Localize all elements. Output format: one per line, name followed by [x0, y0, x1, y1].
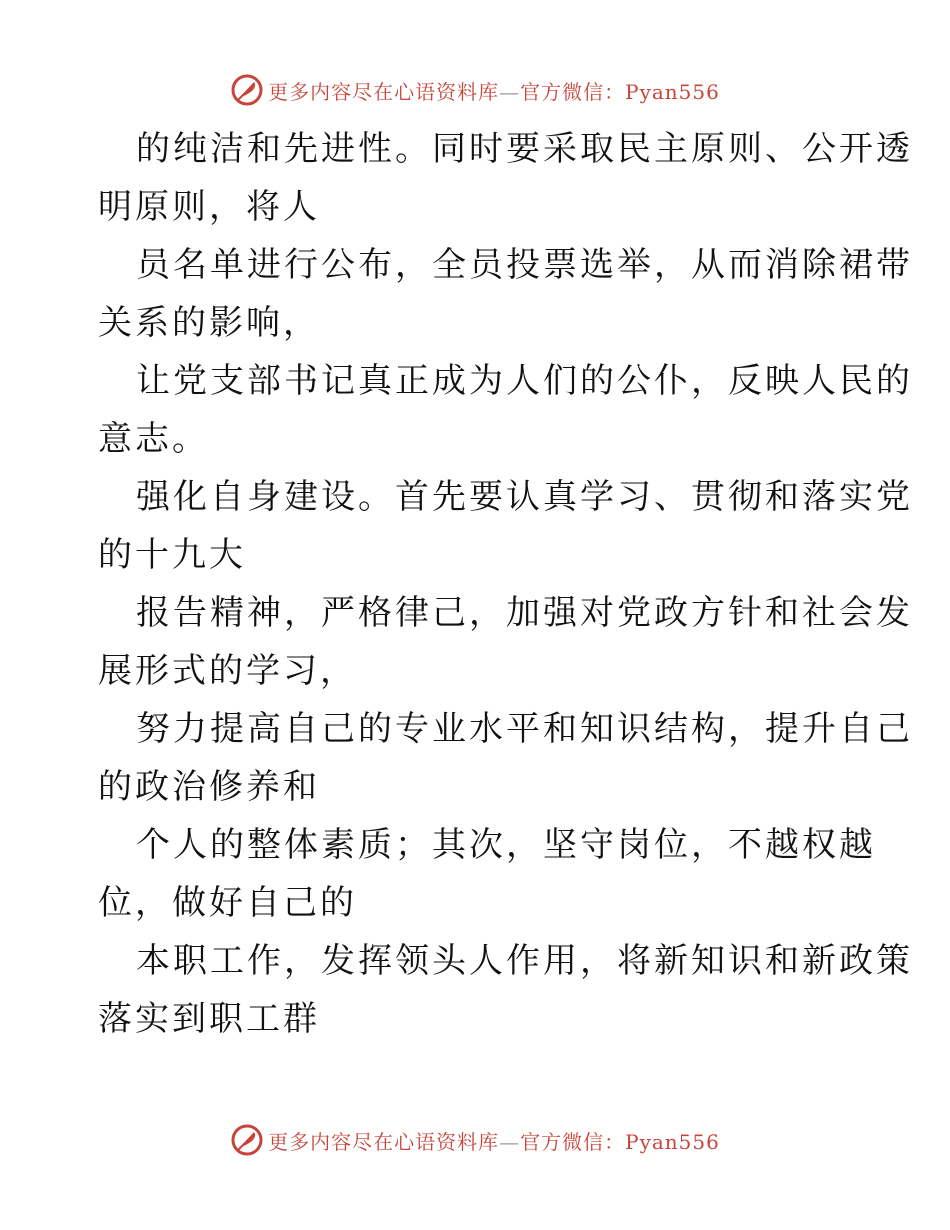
paragraph: 强化自身建设。首先要认真学习、贯彻和落实党 的十九大: [98, 477, 913, 575]
watermark-text: 更多内容尽在心语资料库—官方微信：Pyan556: [268, 1129, 720, 1154]
document-body: [98, 120, 913, 1048]
paragraph: 报告精神，严格律己，加强对党政方针和社会发 展形式的学习，: [98, 593, 913, 691]
watermark-header: [0, 70, 950, 110]
paragraph: 让党支部书记真正成为人们的公仆，反映人民的 意志。: [98, 361, 913, 459]
paragraph: 个人的整体素质；其次，坚守岗位，不越权越 位，做好自己的: [98, 825, 876, 923]
paragraph: 的纯洁和先进性。同时要采取民主原则、公开透 明原则，将人: [98, 129, 913, 227]
watermark-text: 更多内容尽在心语资料库—官方微信：Pyan556: [268, 79, 720, 104]
paragraph: 本职工作，发挥领头人作用，将新知识和新政策 落实到职工群: [98, 941, 913, 1039]
feather-logo-icon: [230, 1123, 264, 1157]
feather-logo-icon: [230, 73, 264, 107]
paragraph: 员名单进行公布，全员投票选举，从而消除裙带 关系的影响，: [98, 245, 913, 343]
paragraph: 努力提高自己的专业水平和知识结构，提升自己 的政治修养和: [98, 709, 913, 807]
watermark-footer: [0, 1120, 950, 1160]
